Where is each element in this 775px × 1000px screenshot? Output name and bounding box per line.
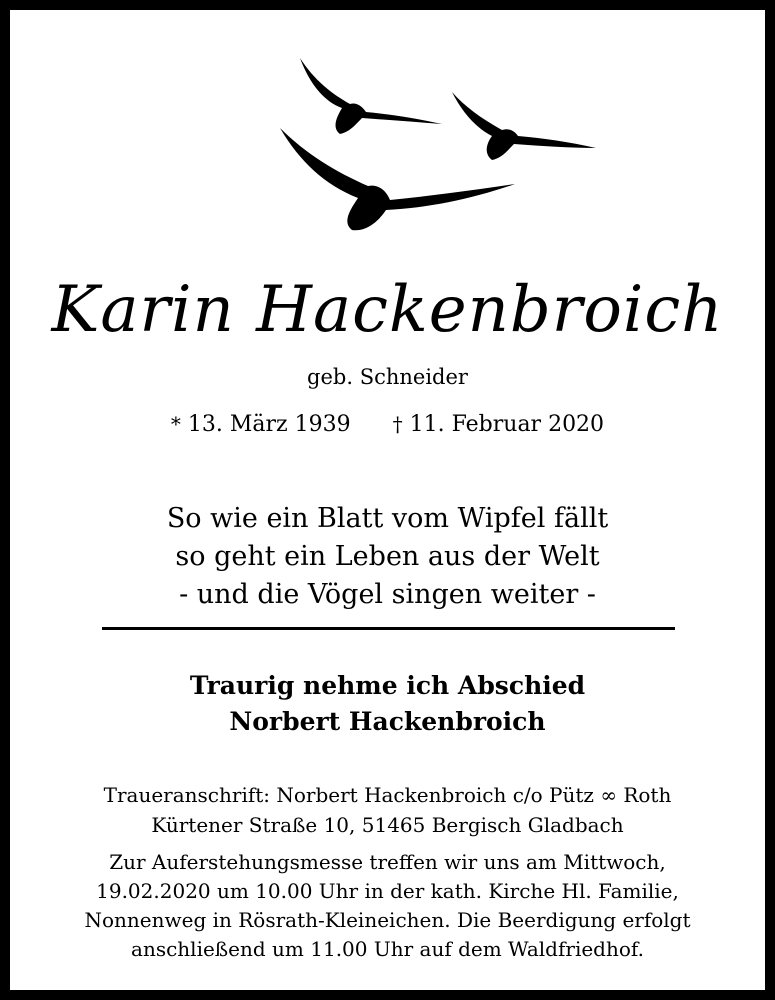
poem-line: So wie ein Blatt vom Wipfel fällt [166,503,609,534]
death-cross-icon: † [392,412,403,436]
obituary-card [10,10,765,990]
service-line: Zur Auferstehungsmesse treffen wir uns am Mittwoch, [109,850,666,874]
bird-icon [280,128,515,230]
bird-icon [300,58,442,134]
mourning-address [10,780,765,840]
poem [10,500,765,614]
maiden-name: geb. Schneider [307,365,468,389]
farewell-line: Traurig nehme ich Abschied [189,671,586,700]
mourner-name: Norbert Hackenbroich [229,707,546,736]
three-birds-icon [270,50,610,240]
life-dates [10,412,765,437]
birth-star-icon: * [170,412,181,436]
birth-date: 13. März 1939 [187,412,351,437]
deceased-name: Karin Hackenbroich [51,273,724,347]
service-line: anschließend um 11.00 Uhr auf dem Waldfriedhof. [131,937,644,961]
address-line: Traueranschrift: Norbert Hackenbroich c/o Pütz ∞ Roth [103,783,672,807]
mourning-statement [10,668,765,740]
divider [102,627,675,630]
poem-line: - und die Vögel singen weiter - [179,579,596,610]
address-line: Kürtener Straße 10, 51465 Bergisch Gladbach [151,813,624,837]
poem-line: so geht ein Leben aus der Welt [175,541,600,572]
service-line: 19.02.2020 um 10.00 Uhr in der kath. Kirche Hl. Familie, [96,879,679,903]
service-line: Nonnenweg in Rösrath-Kleineichen. Die Beerdigung erfolgt [84,908,691,932]
death-date: 11. Februar 2020 [409,412,605,437]
service-info [10,848,765,964]
bird-icon [452,92,596,160]
